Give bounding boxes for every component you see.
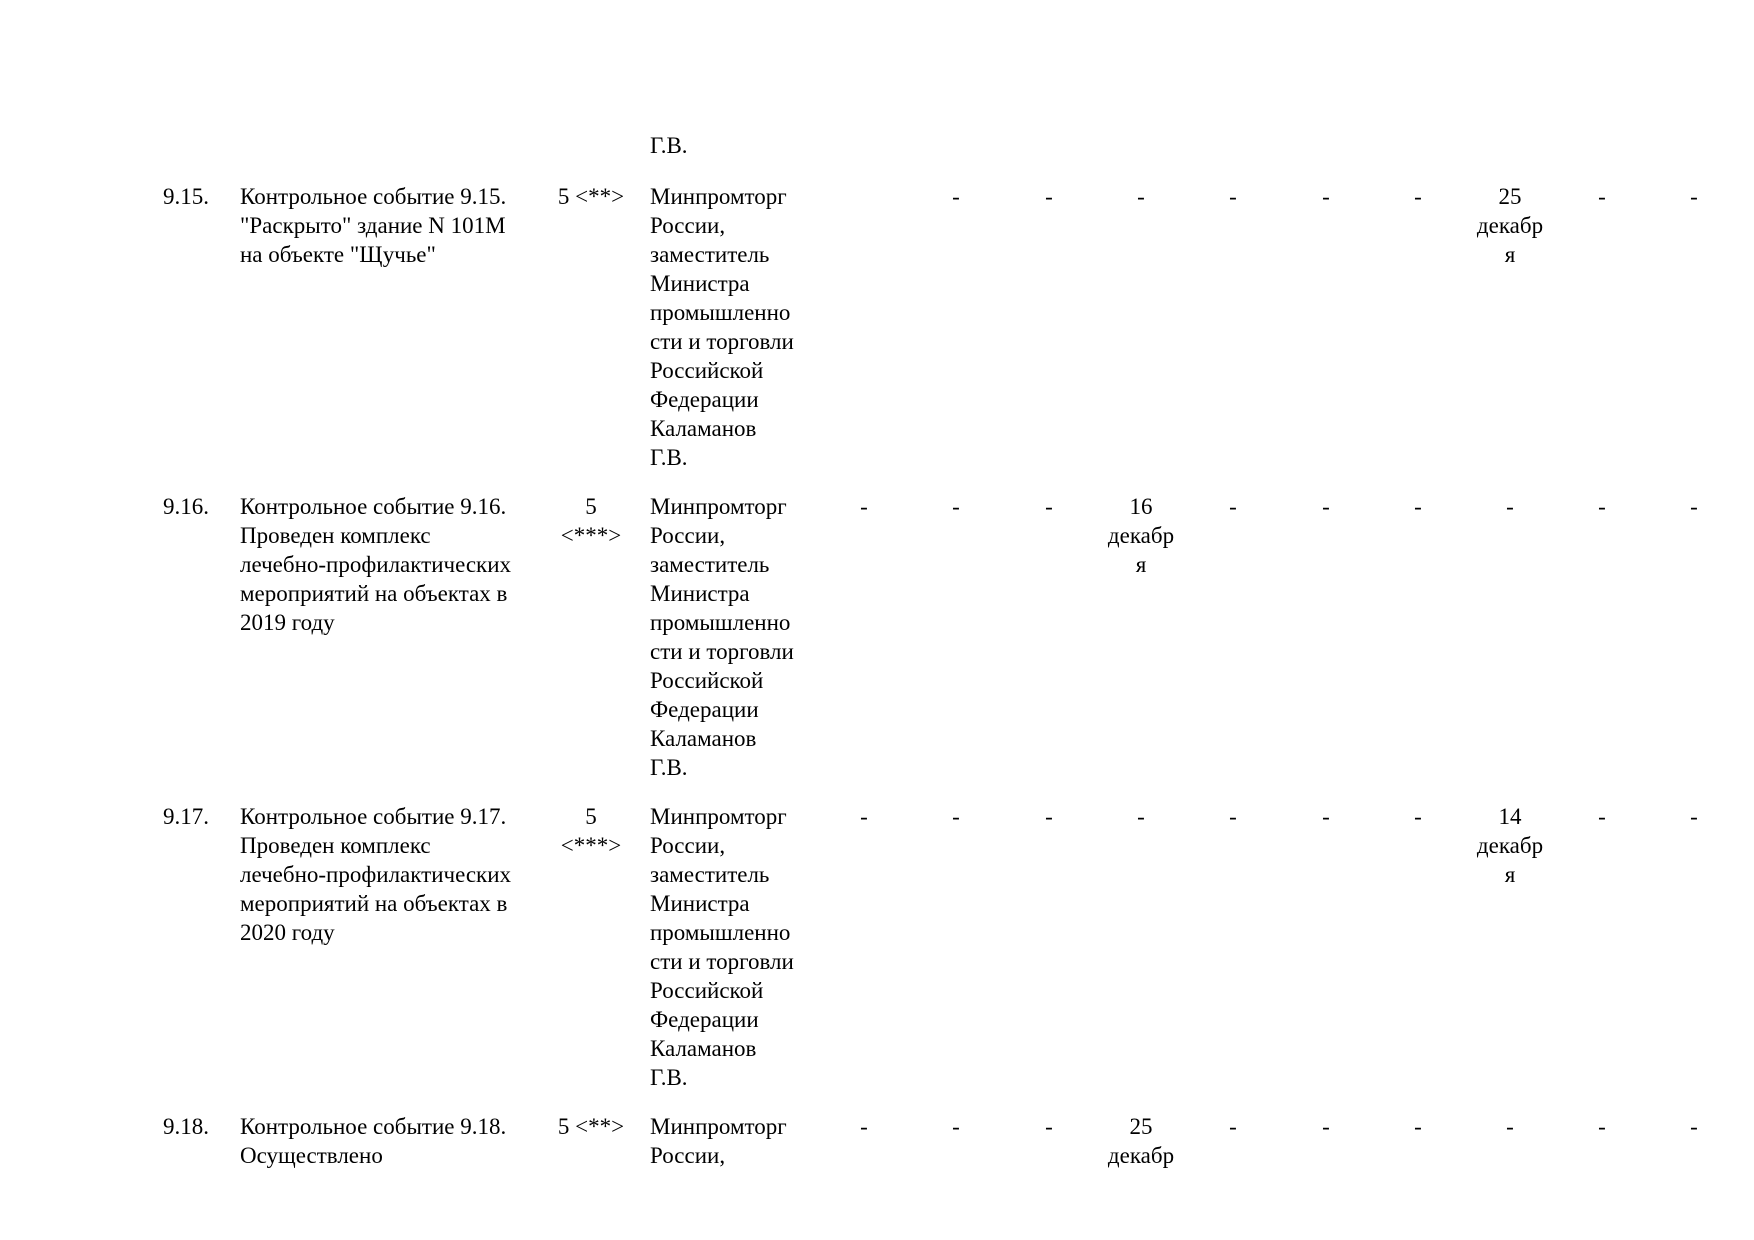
text-line: 16 [1129, 494, 1153, 519]
text-line: России, [650, 833, 726, 858]
text-line: я [1504, 242, 1516, 267]
text-line: заместитель [650, 862, 770, 887]
text-line: - [1598, 804, 1606, 829]
text-line: 5 [585, 804, 597, 829]
text-line: - [1322, 184, 1330, 209]
text-line: заместитель [650, 552, 770, 577]
text-line: Контрольное событие 9.15. [240, 184, 507, 209]
schedule-cell [1096, 182, 1186, 211]
text-line: - [1598, 184, 1606, 209]
text-line: - [1414, 494, 1422, 519]
schedule-cell [1281, 492, 1371, 521]
schedule-cell [911, 492, 1001, 521]
schedule-cell [819, 802, 909, 831]
text-line: - [1506, 494, 1514, 519]
text-line: Контрольное событие 9.16. [240, 494, 507, 519]
text-line: Российской [650, 668, 764, 693]
text-line: 14 [1498, 804, 1522, 829]
schedule-cell [1188, 182, 1278, 211]
schedule-cell [1281, 1112, 1371, 1141]
text-line: Министра [650, 891, 750, 916]
text-line: - [1690, 804, 1698, 829]
text-line: промышленно [650, 920, 791, 945]
schedule-cell [1373, 492, 1463, 521]
text-line: - [1045, 494, 1053, 519]
carryover-text: Г.В. [650, 133, 688, 158]
event-name [240, 492, 540, 637]
text-line: - [952, 494, 960, 519]
text-line: Министра [650, 271, 750, 296]
schedule-cell [1557, 1112, 1647, 1141]
text-line: - [1690, 184, 1698, 209]
schedule-cell [1557, 492, 1647, 521]
text-line: - [1045, 804, 1053, 829]
text-line: <***> [560, 523, 622, 548]
schedule-cell [1373, 1112, 1463, 1141]
event-code [548, 1112, 634, 1141]
schedule-cell [1649, 182, 1739, 211]
event-code [548, 802, 634, 860]
row-number: 9.17. [163, 804, 209, 829]
row-number: 9.15. [163, 184, 209, 209]
text-line: мероприятий на объектах в [240, 581, 508, 606]
text-line: - [1229, 184, 1237, 209]
text-line: лечебно-профилактических [240, 862, 512, 887]
schedule-cell [1373, 802, 1463, 831]
text-line: 25 [1129, 1114, 1153, 1139]
text-line: - [1045, 184, 1053, 209]
text-line: я [1135, 552, 1147, 577]
text-line: Минпромторг [650, 494, 787, 519]
event-name [240, 802, 540, 947]
text-line: - [952, 184, 960, 209]
text-line: - [952, 804, 960, 829]
text-line: <***> [560, 833, 622, 858]
schedule-cell [1004, 802, 1094, 831]
text-line: я [1504, 862, 1516, 887]
schedule-cell [819, 492, 909, 521]
text-line: Российской [650, 978, 764, 1003]
text-line: Проведен комплекс [240, 523, 431, 548]
text-line: - [1322, 494, 1330, 519]
text-line: декабр [1107, 523, 1175, 548]
text-line: декабр [1476, 833, 1544, 858]
schedule-cell [1004, 1112, 1094, 1141]
text-line: 25 [1498, 184, 1522, 209]
schedule-cell [1373, 182, 1463, 211]
text-line: Каламанов [650, 726, 757, 751]
text-line: - [1322, 804, 1330, 829]
text-line: 2020 году [240, 920, 335, 945]
text-line: Минпромторг [650, 804, 787, 829]
responsible-party [650, 1112, 820, 1170]
text-line: Осуществлено [240, 1143, 383, 1168]
text-line: "Раскрыто" здание N 101М [240, 213, 506, 238]
text-line: - [860, 804, 868, 829]
text-line: - [1414, 1114, 1422, 1139]
text-line: - [1229, 1114, 1237, 1139]
text-line: Г.В. [650, 1065, 688, 1090]
text-line: Федерации [650, 387, 759, 412]
text-line: декабр [1107, 1143, 1175, 1168]
text-line: Российской [650, 358, 764, 383]
text-line: декабр [1476, 213, 1544, 238]
responsible-party [650, 182, 820, 472]
schedule-cell [1188, 802, 1278, 831]
text-line: Контрольное событие 9.18. [240, 1114, 507, 1139]
text-line: - [1414, 184, 1422, 209]
schedule-cell [1188, 492, 1278, 521]
text-line: на объекте "Щучье" [240, 242, 436, 267]
text-line: Минпромторг [650, 184, 787, 209]
schedule-cell [1649, 1112, 1739, 1141]
text-line: - [860, 1114, 868, 1139]
schedule-cell [1465, 802, 1555, 889]
schedule-cell [1557, 182, 1647, 211]
text-line: - [1137, 184, 1145, 209]
schedule-cell [1465, 182, 1555, 269]
event-name [240, 182, 540, 269]
schedule-cell [1281, 182, 1371, 211]
text-line: 5 <**> [557, 1114, 625, 1139]
responsible-party [650, 802, 820, 1092]
text-line: Федерации [650, 1007, 759, 1032]
text-line: - [860, 494, 868, 519]
schedule-cell [1649, 802, 1739, 831]
schedule-cell [1096, 492, 1186, 579]
text-line: Г.В. [650, 445, 688, 470]
text-line: мероприятий на объектах в [240, 891, 508, 916]
text-line: России, [650, 523, 726, 548]
schedule-cell [1281, 802, 1371, 831]
text-line: - [1506, 1114, 1514, 1139]
row-number: 9.16. [163, 494, 209, 519]
text-line: России, [650, 213, 726, 238]
text-line: Г.В. [650, 755, 688, 780]
schedule-cell [1004, 492, 1094, 521]
schedule-cell [1188, 1112, 1278, 1141]
event-code [548, 182, 634, 211]
text-line: - [1598, 494, 1606, 519]
text-line: - [1690, 1114, 1698, 1139]
text-line: - [1229, 804, 1237, 829]
text-line: сти и торговли [650, 639, 794, 664]
schedule-cell [1096, 802, 1186, 831]
schedule-cell [1649, 492, 1739, 521]
text-line: Контрольное событие 9.17. [240, 804, 507, 829]
text-line: сти и торговли [650, 949, 794, 974]
text-line: Каламанов [650, 1036, 757, 1061]
event-name [240, 1112, 540, 1170]
text-line: - [1690, 494, 1698, 519]
schedule-cell [1465, 492, 1555, 521]
text-line: Федерации [650, 697, 759, 722]
text-line: 5 <**> [557, 184, 625, 209]
text-line: 5 [585, 494, 597, 519]
text-line: Минпромторг [650, 1114, 787, 1139]
schedule-cell [911, 802, 1001, 831]
text-line: - [1045, 1114, 1053, 1139]
row-number: 9.18. [163, 1114, 209, 1139]
text-line: - [1229, 494, 1237, 519]
text-line: России, [650, 1143, 726, 1168]
schedule-cell [1096, 1112, 1186, 1170]
text-line: - [1322, 1114, 1330, 1139]
text-line: Министра [650, 581, 750, 606]
text-line: 2019 году [240, 610, 335, 635]
text-line: - [1137, 804, 1145, 829]
schedule-cell [819, 1112, 909, 1141]
text-line: - [1598, 1114, 1606, 1139]
schedule-cell [1465, 1112, 1555, 1141]
text-line: Каламанов [650, 416, 757, 441]
schedule-cell [1557, 802, 1647, 831]
event-code [548, 492, 634, 550]
responsible-party [650, 492, 820, 782]
schedule-cell [911, 1112, 1001, 1141]
schedule-cell [911, 182, 1001, 211]
text-line: сти и торговли [650, 329, 794, 354]
text-line: лечебно-профилактических [240, 552, 512, 577]
text-line: Проведен комплекс [240, 833, 431, 858]
text-line: промышленно [650, 610, 791, 635]
schedule-cell [1004, 182, 1094, 211]
text-line: заместитель [650, 242, 770, 267]
text-line: промышленно [650, 300, 791, 325]
text-line: - [952, 1114, 960, 1139]
text-line: - [1414, 804, 1422, 829]
